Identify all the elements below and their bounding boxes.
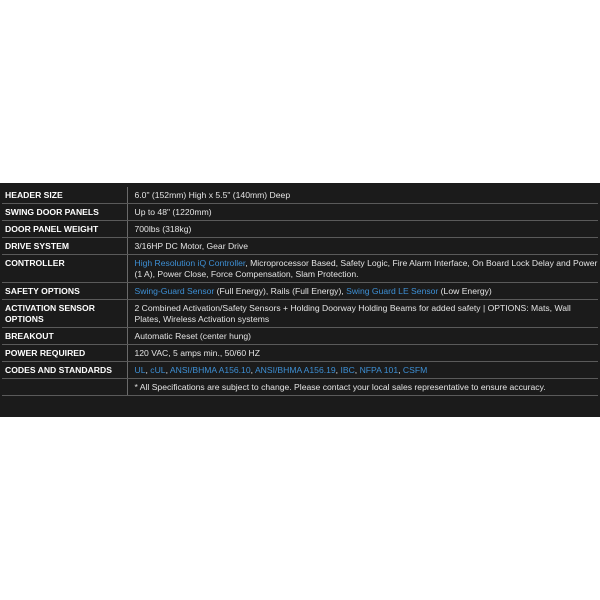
table-row xyxy=(2,362,598,379)
spec-value xyxy=(127,283,598,300)
table-row xyxy=(2,187,598,204)
spec-label: BREAKOUT xyxy=(2,328,127,345)
spec-value: 700lbs (318kg) xyxy=(127,221,598,238)
spec-label: DOOR PANEL WEIGHT xyxy=(2,221,127,238)
spec-label: DRIVE SYSTEM xyxy=(2,238,127,255)
separator: , xyxy=(165,365,170,375)
spec-value: 2 Combined Activation/Safety Sensors + Holding Doorway Holding Beams for added safety | OPTIONS: Mats, Wall Plates, Wireless Activation systems xyxy=(127,300,598,328)
ansi-a156-10-link[interactable]: ANSI/BHMA A156.10 xyxy=(169,365,251,375)
spec-value: Automatic Reset (center hung) xyxy=(127,328,598,345)
table-row xyxy=(2,221,598,238)
separator: , xyxy=(250,365,255,375)
separator: , xyxy=(354,365,360,375)
spec-label: ACTIVATION SENSOR OPTIONS xyxy=(2,300,127,328)
disclaimer-text: * All Specifications are subject to change. Please contact your local sales representative to ensure accuracy. xyxy=(127,379,598,396)
separator: , xyxy=(145,365,151,375)
safety-text: (Low Energy) xyxy=(438,286,492,296)
spec-label: SWING DOOR PANELS xyxy=(2,204,127,221)
table-row xyxy=(2,283,598,300)
safety-text: (Full Energy), Rails (Full Energy), xyxy=(214,286,347,296)
table-row xyxy=(2,238,598,255)
spec-value xyxy=(127,362,598,379)
ansi-a156-19-link[interactable]: ANSI/BHMA A156.19 xyxy=(254,365,336,375)
spec-value xyxy=(127,255,598,283)
table-row xyxy=(2,255,598,283)
spec-value: 120 VAC, 5 amps min., 50/60 HZ xyxy=(127,345,598,362)
controller-details: , Microprocessor Based, Safety Logic, Fire Alarm Interface, On Board Lock Delay and Power (1 A), Power Close, Force Compensation, Slam Protection. xyxy=(134,258,598,279)
csfm-link[interactable]: CSFM xyxy=(402,365,428,375)
spec-label: SAFETY OPTIONS xyxy=(2,283,127,300)
spec-value: Up to 48" (1220mm) xyxy=(127,204,598,221)
table-row xyxy=(2,204,598,221)
separator: , xyxy=(335,365,341,375)
table-row xyxy=(2,328,598,345)
separator: , xyxy=(398,365,403,375)
spec-label: HEADER SIZE xyxy=(2,187,127,204)
spec-label: POWER REQUIRED xyxy=(2,345,127,362)
spec-label: CODES AND STANDARDS xyxy=(2,362,127,379)
spec-value: 6.0" (152mm) High x 5.5" (140mm) Deep xyxy=(127,187,598,204)
spec-value: 3/16HP DC Motor, Gear Drive xyxy=(127,238,598,255)
spec-label xyxy=(2,379,127,396)
spec-label: CONTROLLER xyxy=(2,255,127,283)
nfpa-101-link[interactable]: NFPA 101 xyxy=(359,365,399,375)
ibc-link[interactable]: IBC xyxy=(340,365,355,375)
table-row xyxy=(2,300,598,328)
table-row xyxy=(2,345,598,362)
table-row xyxy=(2,379,598,396)
controller-link[interactable]: High Resolution iQ Controller xyxy=(134,258,246,268)
swing-guard-sensor-link[interactable]: Swing-Guard Sensor xyxy=(134,286,215,296)
specifications-table xyxy=(2,187,598,396)
cul-link[interactable]: cUL xyxy=(150,365,166,375)
ul-link[interactable]: UL xyxy=(134,365,146,375)
swing-guard-le-sensor-link[interactable]: Swing Guard LE Sensor xyxy=(346,286,439,296)
